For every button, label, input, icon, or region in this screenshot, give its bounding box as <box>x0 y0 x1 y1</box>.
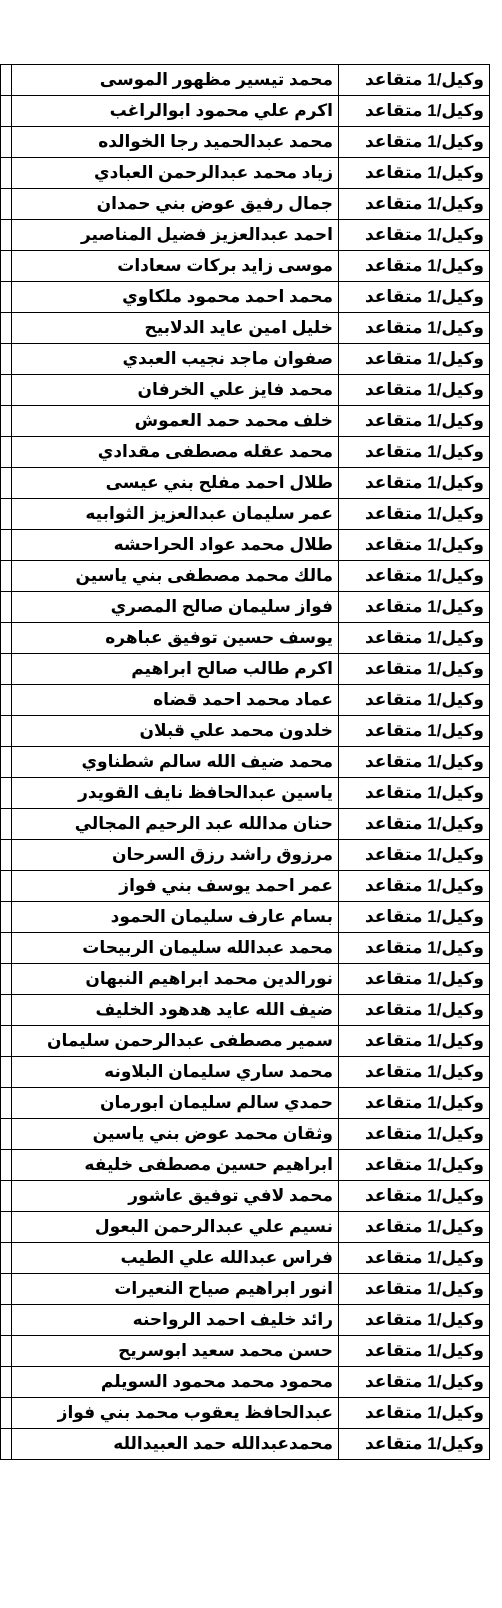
rank-cell: وكيل/1 متقاعد <box>339 654 490 685</box>
row-edge-cell <box>1 747 12 778</box>
rank-cell: وكيل/1 متقاعد <box>339 468 490 499</box>
name-cell: مالك محمد مصطفى بني ياسين <box>12 561 339 592</box>
name-cell: خلف محمد حمد العموش <box>12 406 339 437</box>
rank-cell: وكيل/1 متقاعد <box>339 561 490 592</box>
name-cell: عمر سليمان عبدالعزيز الثوابيه <box>12 499 339 530</box>
row-edge-cell <box>1 561 12 592</box>
table-row <box>1 840 490 871</box>
name-cell: ابراهيم حسين مصطفى خليفه <box>12 1150 339 1181</box>
table-row <box>1 65 490 96</box>
table-row <box>1 1026 490 1057</box>
rank-cell: وكيل/1 متقاعد <box>339 1181 490 1212</box>
row-edge-cell <box>1 375 12 406</box>
rank-cell: وكيل/1 متقاعد <box>339 747 490 778</box>
table-row <box>1 995 490 1026</box>
rank-cell: وكيل/1 متقاعد <box>339 437 490 468</box>
row-edge-cell <box>1 840 12 871</box>
name-cell: حمدي سالم سليمان ابورمان <box>12 1088 339 1119</box>
table-row <box>1 1119 490 1150</box>
rank-cell: وكيل/1 متقاعد <box>339 871 490 902</box>
row-edge-cell <box>1 1336 12 1367</box>
rank-cell: وكيل/1 متقاعد <box>339 127 490 158</box>
table-row <box>1 809 490 840</box>
rank-cell: وكيل/1 متقاعد <box>339 1367 490 1398</box>
table-row <box>1 1367 490 1398</box>
row-edge-cell <box>1 778 12 809</box>
table-row <box>1 1429 490 1460</box>
table-row <box>1 685 490 716</box>
rank-cell: وكيل/1 متقاعد <box>339 840 490 871</box>
rank-cell: وكيل/1 متقاعد <box>339 158 490 189</box>
name-cell: خليل امين عايد الدلابيح <box>12 313 339 344</box>
table-row <box>1 933 490 964</box>
table-row <box>1 220 490 251</box>
table-row <box>1 1150 490 1181</box>
rank-cell: وكيل/1 متقاعد <box>339 809 490 840</box>
table-row <box>1 747 490 778</box>
name-cell: صفوان ماجد نجيب العبدي <box>12 344 339 375</box>
table-row <box>1 654 490 685</box>
name-cell: خلدون محمد علي قبلان <box>12 716 339 747</box>
row-edge-cell <box>1 189 12 220</box>
table-row <box>1 96 490 127</box>
table-row <box>1 189 490 220</box>
rank-cell: وكيل/1 متقاعد <box>339 1398 490 1429</box>
rank-cell: وكيل/1 متقاعد <box>339 1057 490 1088</box>
name-cell: طلال محمد عواد الحراحشه <box>12 530 339 561</box>
name-cell: ضيف الله عايد هدهود الخليف <box>12 995 339 1026</box>
table-row <box>1 1398 490 1429</box>
table-row <box>1 871 490 902</box>
roster-sheet <box>0 64 490 1460</box>
table-row <box>1 561 490 592</box>
row-edge-cell <box>1 282 12 313</box>
row-edge-cell <box>1 685 12 716</box>
rank-cell: وكيل/1 متقاعد <box>339 251 490 282</box>
name-cell: بسام عارف سليمان الحمود <box>12 902 339 933</box>
row-edge-cell <box>1 871 12 902</box>
name-cell: عماد محمد احمد قضاه <box>12 685 339 716</box>
name-cell: محمد احمد محمود ملكاوي <box>12 282 339 313</box>
row-edge-cell <box>1 96 12 127</box>
name-cell: موسى زايد بركات سعادات <box>12 251 339 282</box>
name-cell: عمر احمد يوسف بني فواز <box>12 871 339 902</box>
table-row <box>1 623 490 654</box>
roster-table-body <box>1 65 490 1460</box>
rank-cell: وكيل/1 متقاعد <box>339 1336 490 1367</box>
row-edge-cell <box>1 251 12 282</box>
table-row <box>1 1336 490 1367</box>
rank-cell: وكيل/1 متقاعد <box>339 313 490 344</box>
rank-cell: وكيل/1 متقاعد <box>339 96 490 127</box>
name-cell: نورالدين محمد ابراهيم النبهان <box>12 964 339 995</box>
row-edge-cell <box>1 902 12 933</box>
rank-cell: وكيل/1 متقاعد <box>339 530 490 561</box>
rank-cell: وكيل/1 متقاعد <box>339 499 490 530</box>
rank-cell: وكيل/1 متقاعد <box>339 282 490 313</box>
name-cell: وثقان محمد عوض بني ياسين <box>12 1119 339 1150</box>
table-row <box>1 964 490 995</box>
name-cell: جمال رفيق عوض بني حمدان <box>12 189 339 220</box>
rank-cell: وكيل/1 متقاعد <box>339 592 490 623</box>
rank-cell: وكيل/1 متقاعد <box>339 902 490 933</box>
name-cell: يوسف حسين توفيق عباهره <box>12 623 339 654</box>
table-row <box>1 313 490 344</box>
name-cell: محمد عبدالله سليمان الربيحات <box>12 933 339 964</box>
name-cell: اكرم علي محمود ابوالراغب <box>12 96 339 127</box>
name-cell: محمد ساري سليمان البلاونه <box>12 1057 339 1088</box>
name-cell: محمود محمد محمود السويلم <box>12 1367 339 1398</box>
row-edge-cell <box>1 406 12 437</box>
row-edge-cell <box>1 1119 12 1150</box>
table-row <box>1 127 490 158</box>
name-cell: سمير مصطفى عبدالرحمن سليمان <box>12 1026 339 1057</box>
table-row <box>1 1212 490 1243</box>
table-row <box>1 778 490 809</box>
row-edge-cell <box>1 716 12 747</box>
row-edge-cell <box>1 933 12 964</box>
table-row <box>1 1181 490 1212</box>
row-edge-cell <box>1 964 12 995</box>
row-edge-cell <box>1 468 12 499</box>
rank-cell: وكيل/1 متقاعد <box>339 623 490 654</box>
row-edge-cell <box>1 809 12 840</box>
row-edge-cell <box>1 499 12 530</box>
row-edge-cell <box>1 158 12 189</box>
roster-table <box>0 64 490 1460</box>
row-edge-cell <box>1 65 12 96</box>
name-cell: مرزوق راشد رزق السرحان <box>12 840 339 871</box>
rank-cell: وكيل/1 متقاعد <box>339 1274 490 1305</box>
name-cell: احمد عبدالعزيز فضيل المناصير <box>12 220 339 251</box>
name-cell: زياد محمد عبدالرحمن العبادي <box>12 158 339 189</box>
rank-cell: وكيل/1 متقاعد <box>339 716 490 747</box>
row-edge-cell <box>1 1181 12 1212</box>
table-row <box>1 437 490 468</box>
table-row <box>1 344 490 375</box>
row-edge-cell <box>1 1212 12 1243</box>
row-edge-cell <box>1 344 12 375</box>
name-cell: حسن محمد سعيد ابوسريح <box>12 1336 339 1367</box>
name-cell: عبدالحافظ يعقوب محمد بني فواز <box>12 1398 339 1429</box>
name-cell: نسيم علي عبدالرحمن البعول <box>12 1212 339 1243</box>
table-row <box>1 592 490 623</box>
rank-cell: وكيل/1 متقاعد <box>339 995 490 1026</box>
table-row <box>1 1057 490 1088</box>
rank-cell: وكيل/1 متقاعد <box>339 220 490 251</box>
rank-cell: وكيل/1 متقاعد <box>339 344 490 375</box>
row-edge-cell <box>1 127 12 158</box>
name-cell: انور ابراهيم صياح النعيرات <box>12 1274 339 1305</box>
name-cell: محمد فايز علي الخرفان <box>12 375 339 406</box>
name-cell: محمدعبدالله حمد العبيدالله <box>12 1429 339 1460</box>
name-cell: حنان مدالله عبد الرحيم المجالي <box>12 809 339 840</box>
table-row <box>1 1274 490 1305</box>
rank-cell: وكيل/1 متقاعد <box>339 375 490 406</box>
row-edge-cell <box>1 592 12 623</box>
rank-cell: وكيل/1 متقاعد <box>339 778 490 809</box>
name-cell: محمد لافي توفيق عاشور <box>12 1181 339 1212</box>
table-row <box>1 716 490 747</box>
row-edge-cell <box>1 1305 12 1336</box>
rank-cell: وكيل/1 متقاعد <box>339 933 490 964</box>
row-edge-cell <box>1 1026 12 1057</box>
row-edge-cell <box>1 1057 12 1088</box>
row-edge-cell <box>1 1429 12 1460</box>
row-edge-cell <box>1 313 12 344</box>
row-edge-cell <box>1 1398 12 1429</box>
row-edge-cell <box>1 1088 12 1119</box>
rank-cell: وكيل/1 متقاعد <box>339 1243 490 1274</box>
rank-cell: وكيل/1 متقاعد <box>339 1026 490 1057</box>
name-cell: طلال احمد مفلح بني عيسى <box>12 468 339 499</box>
table-row <box>1 158 490 189</box>
row-edge-cell <box>1 623 12 654</box>
rank-cell: وكيل/1 متقاعد <box>339 1212 490 1243</box>
row-edge-cell <box>1 1243 12 1274</box>
row-edge-cell <box>1 995 12 1026</box>
row-edge-cell <box>1 1274 12 1305</box>
name-cell: محمد تيسير مظهور الموسى <box>12 65 339 96</box>
rank-cell: وكيل/1 متقاعد <box>339 65 490 96</box>
table-row <box>1 251 490 282</box>
row-edge-cell <box>1 220 12 251</box>
rank-cell: وكيل/1 متقاعد <box>339 1150 490 1181</box>
table-row <box>1 902 490 933</box>
table-row <box>1 1088 490 1119</box>
row-edge-cell <box>1 1150 12 1181</box>
rank-cell: وكيل/1 متقاعد <box>339 964 490 995</box>
table-row <box>1 1305 490 1336</box>
table-row <box>1 468 490 499</box>
name-cell: اكرم طالب صالح ابراهيم <box>12 654 339 685</box>
table-row <box>1 282 490 313</box>
rank-cell: وكيل/1 متقاعد <box>339 1088 490 1119</box>
name-cell: فراس عبدالله علي الطيب <box>12 1243 339 1274</box>
row-edge-cell <box>1 1367 12 1398</box>
row-edge-cell <box>1 437 12 468</box>
rank-cell: وكيل/1 متقاعد <box>339 189 490 220</box>
name-cell: محمد ضيف الله سالم شطناوي <box>12 747 339 778</box>
rank-cell: وكيل/1 متقاعد <box>339 1305 490 1336</box>
rank-cell: وكيل/1 متقاعد <box>339 1429 490 1460</box>
table-row <box>1 1243 490 1274</box>
name-cell: ياسين عبدالحافظ نايف القويدر <box>12 778 339 809</box>
row-edge-cell <box>1 654 12 685</box>
table-row <box>1 530 490 561</box>
name-cell: رائد خليف احمد الرواحنه <box>12 1305 339 1336</box>
rank-cell: وكيل/1 متقاعد <box>339 1119 490 1150</box>
rank-cell: وكيل/1 متقاعد <box>339 406 490 437</box>
row-edge-cell <box>1 530 12 561</box>
table-row <box>1 406 490 437</box>
name-cell: محمد عبدالحميد رجا الخوالده <box>12 127 339 158</box>
name-cell: محمد عقله مصطفى مقدادي <box>12 437 339 468</box>
table-row <box>1 499 490 530</box>
name-cell: فواز سليمان صالح المصري <box>12 592 339 623</box>
rank-cell: وكيل/1 متقاعد <box>339 685 490 716</box>
table-row <box>1 375 490 406</box>
